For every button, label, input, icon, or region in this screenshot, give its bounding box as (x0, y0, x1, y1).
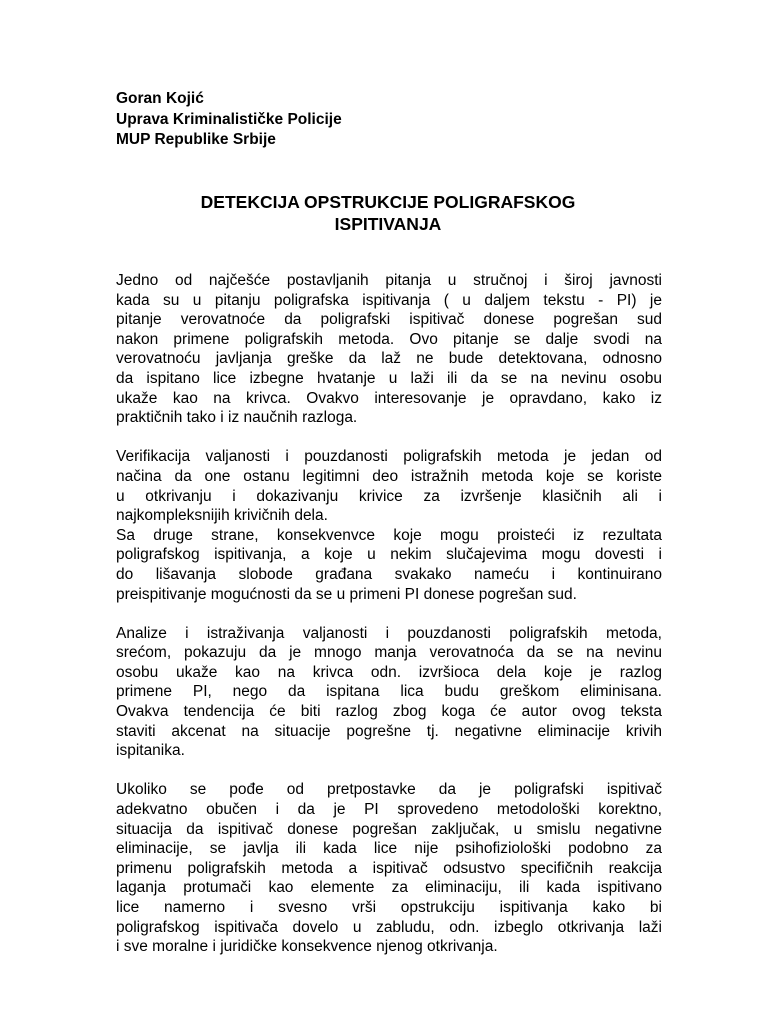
text-line: primene PI, nego da ispitana lica budu greškom eliminisana. (116, 683, 662, 701)
text-line: najkompleksnijih krivičnih dela. (116, 507, 328, 525)
paragraph (116, 526, 662, 604)
title-line-2: ISPITIVANJA (334, 214, 442, 234)
text-line: Analize i istraživanja valjanosti i pouzdanosti poligrafskih metoda, (116, 624, 662, 642)
text-line: praktičnih tako i iz naučnih razloga. (116, 409, 358, 427)
paragraph (116, 624, 662, 761)
text-line: adekvatno obučen i da je PI sprovedeno metodološki korektno, (116, 801, 662, 819)
paragraph (116, 780, 662, 956)
text-line: i sve moralne i juridičke konsekvence njenog otkrivanja. (116, 938, 498, 956)
text-line: u otkrivanju i dokazivanju krivice za izvršenje klasičnih ali i (116, 487, 662, 505)
text-line: srećom, pokazuju da je mnogo manja verovatnoća da se na nevinu (116, 644, 662, 662)
text-line: načina da one ostanu legitimni deo istražnih metoda koje se koriste (116, 467, 662, 485)
text-line: Ovakva tendencija će biti razlog zbog koga će autor ovog teksta (116, 703, 662, 721)
paragraph (116, 271, 662, 428)
text-line: Jedno od najčešće postavljanih pitanja u stručnoj i široj javnosti (116, 272, 662, 289)
text-line: poligrafskog ispitivača dovelo u zabludu, odn. izbeglo otkrivanja laži (116, 918, 662, 936)
text-line: osobu ukaže kao na krivca odn. izvršioca dela koje je razlog (116, 663, 662, 681)
text-line: lice namerno i svesno vrši opstrukciju ispitivanja kako bi (116, 899, 662, 916)
text-line: Sa druge strane, konsekvenvce koje mogu proisteći iz rezultata (116, 526, 662, 544)
author-ministry: MUP Republike Srbije (116, 131, 276, 148)
title-line-1: DETEKCIJA OPSTRUKCIJE POLIGRAFSKOG (200, 192, 576, 212)
author-department: Uprava Kriminalističke Policije (116, 110, 342, 128)
text-line: Ukoliko se pođe od pretpostavke da je poligrafski ispitivač (116, 781, 662, 799)
text-line: verovatnoću javljanja greške da laž ne bude detektovana, odnosno (116, 350, 662, 368)
text-line: Verifikacija valjanosti i pouzdanosti poligrafskih metoda je jedan od (116, 448, 662, 466)
text-line: staviti akcenat na situacije pogrešne tj. negativne eliminacije krivih (116, 722, 662, 740)
text-line: preispitivanje mogućnosti da se u primeni PI donese pogrešan sud. (116, 585, 577, 603)
document-title (100, 191, 676, 235)
text-line: da ispitano lice izbegne hvatanje u laži ili da se na nevinu osobu (116, 369, 662, 387)
text-line: poligrafskog ispitivanja, a koje u nekim slučajevima mogu dovesti i (116, 546, 662, 564)
text-line: ispitanika. (116, 742, 185, 760)
text-line: do lišavanja slobode građana svakako nameću i kontinuirano (116, 565, 662, 583)
text-line: primenu poligrafskih metoda a ispitivač odsustvo specifičnih reakcija (116, 859, 662, 877)
text-line: eliminacije, se javlja ili kada lice nije psihofiziološki podobno za (116, 840, 662, 858)
author-block (116, 89, 342, 151)
document-body (116, 271, 662, 957)
text-line: kada su u pitanju poligrafska ispitivanja ( u daljem tekstu - PI) je (116, 291, 662, 309)
text-line: nakon primene poligrafskih metoda. Ovo pitanje se dalje svodi na (116, 330, 662, 348)
text-line: laganja protumači kao elemente za eliminaciju, ili kada ispitivano (116, 879, 662, 897)
author-name: Goran Kojić (116, 90, 204, 107)
text-line: pitanje verovatnoće da poligrafski ispitivač donese pogrešan sud (116, 311, 662, 329)
text-line: ukaže kao na krivca. Ovakvo interesovanje je opravdano, kako iz (116, 389, 662, 407)
paragraph (116, 447, 662, 525)
text-line: situacija da ispitivač donese pogrešan zaključak, u smislu negativne (116, 820, 662, 838)
